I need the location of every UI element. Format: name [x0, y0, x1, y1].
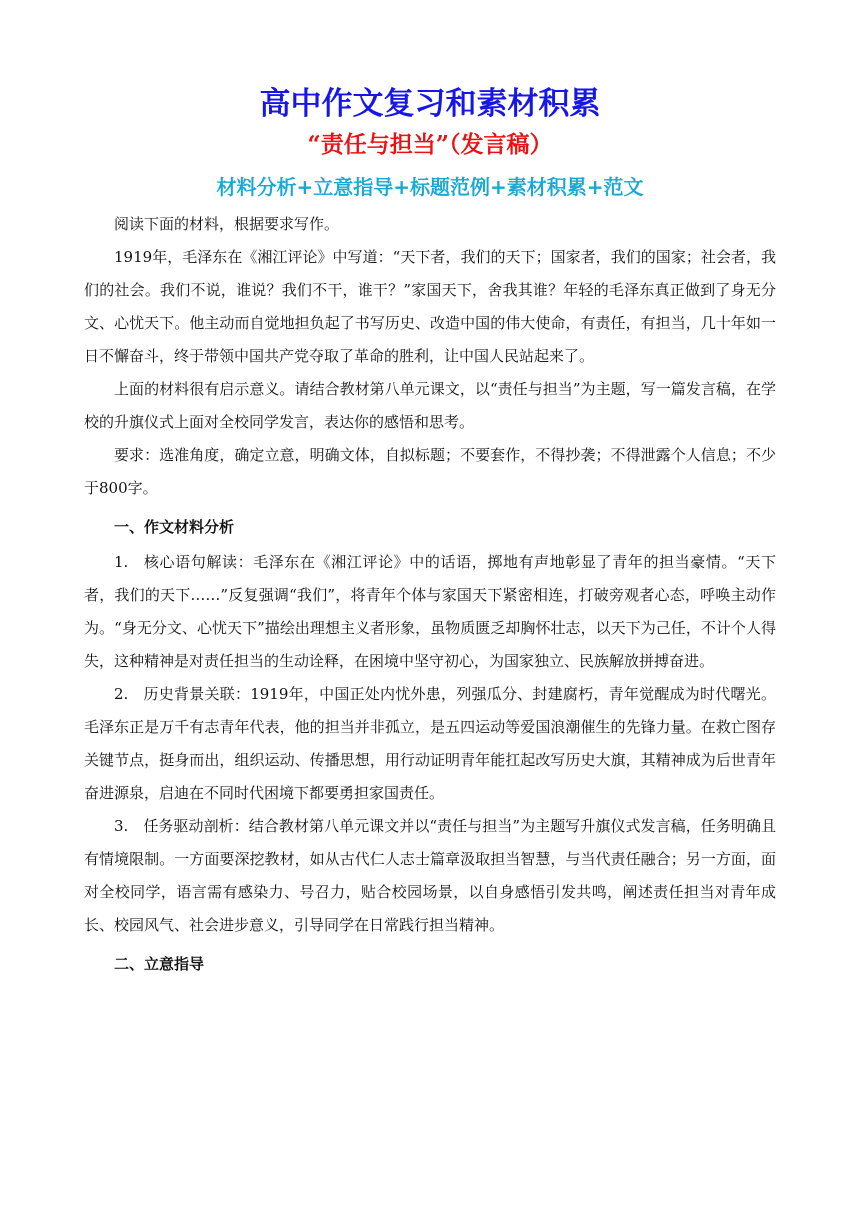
section-heading-guidance: 二、立意指导 — [114, 955, 205, 973]
analysis-item-2: 2. 历史背景关联：1919年，中国正处内忧外患，列强瓜分、封建腐朽，青年觉醒成为时代曙光。毛泽东正是万千有志青年代表，他的担当并非孤立，是五四运动等爱国浪潮催生的先锋力量。在救亡图存关键节点，挺身而出，组织运动、传播思想，用行动证明青年能扛起改写历史大旗，其精神成为后世青年奋进源泉，启迪在不同时代困境下都要勇担家国责任。 — [84, 685, 776, 802]
section-heading-analysis: 一、作文材料分析 — [114, 518, 235, 536]
analysis-item-1: 1. 核心语句解读：毛泽东在《湘江评论》中的话语，掷地有声地彰显了青年的担当豪情。“天下者，我们的天下……”反复强调“我们”，将青年个体与家国天下紧密相连，打破旁观者心态，呼唤主动作为。“身无分文、心忧天下”描绘出理想主义者形象，虽物质匮乏却胸怀壮志，以天下为己任，不计个人得失，这种精神是对责任担当的生动诠释，在困境中坚守初心，为国家独立、民族解放拼搏奋进。 — [84, 553, 776, 670]
document-body — [84, 208, 776, 981]
requirements-paragraph: 要求：选准角度，确定立意，明确文体，自拟标题；不要套作，不得抄袭；不得泄露个人信息；不少于800字。 — [84, 446, 776, 497]
task-paragraph: 上面的材料很有启示意义。请结合教材第八单元课文，以“责任与担当”为主题，写一篇发言稿，在学校的升旗仪式上面对全校同学发言，表达你的感悟和思考。 — [84, 380, 776, 431]
material-paragraph: 1919年，毛泽东在《湘江评论》中写道：“天下者，我们的天下；国家者，我们的国家；社会者，我们的社会。我们不说，谁说？我们不干，谁干？”家国天下，舍我其谁？年轻的毛泽东真正做到了身无分文、心忧天下。他主动而自觉地担负起了书写历史、改造中国的伟大使命，有责任，有担当，几十年如一日不懈奋斗，终于带领中国共产党夺取了革命的胜利，让中国人民站起来了。 — [84, 248, 776, 365]
document-tagline: 材料分析+立意指导+标题范例+素材积累+范文 — [216, 175, 644, 199]
intro-paragraph: 阅读下面的材料，根据要求写作。 — [114, 215, 340, 233]
analysis-item-3: 3. 任务驱动剖析：结合教材第八单元课文并以“责任与担当”为主题写升旗仪式发言稿，任务明确且有情境限制。一方面要深挖教材，如从古代仁人志士篇章汲取担当智慧，与当代责任融合；另一方面，面对全校同学，语言需有感染力、号召力，贴合校园场景，以自身感悟引发共鸣，阐述责任担当对青年成长、校园风气、社会进步意义，引导同学在日常践行担当精神。 — [84, 817, 776, 934]
document-title: 高中作文复习和素材积累 — [259, 86, 601, 122]
document-subtitle: “责任与担当”（发言稿） — [307, 131, 553, 158]
